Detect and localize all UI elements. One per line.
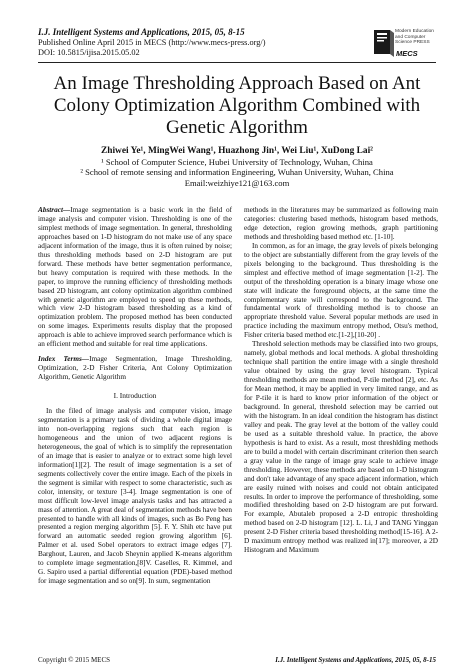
affiliation-2: ² School of remote sensing and information Engineering, Wuhan University, Wuhan, China (80, 167, 394, 178)
logo-brand: MECS (396, 49, 418, 58)
book-icon (372, 27, 396, 61)
doi: DOI: 10.5815/ijisa.2015.05.02 (38, 48, 140, 57)
author-names: Zhiwei Ye¹, MingWei Wang¹, Huazhong Jin¹, Wei Liu¹, XuDong Lai² (100, 146, 373, 156)
body-paragraph-2: In common, as for an image, the gray levels of pixels belonging to the object are substantially different from the gray levels of the pixels belonging to the background. Thus thresholding is the simplest and effective method of image segmentation [1-2]. The output of the thresholding operation is a binary image whose one state will indicate the foreground objects, at the same time the complementary state will correspond to the background. The fundamental work of thresholding method is to choose an appropriate threshold value. Several popular methods are used in practice including the maximum entropy method, Otsu's method, Fisher criteria based method etc.[1-2],[10-20] . (244, 241, 438, 340)
body-paragraph-1: methods in the literatures may be summarized as following main categories: clustering based methods, histogram based methods, edge detection, region growing methods, graph partitioning methods and thresholding based method etc. [1-10]. (244, 206, 438, 241)
index-terms-label: Index Terms— (38, 355, 90, 364)
author-block (30, 146, 444, 188)
paper-title: An Image Thresholding Approach Based on Ant Colony Optimization Algorithm Combined with Genetic Algorithm (53, 73, 421, 138)
journal-header (38, 27, 368, 59)
journal-name: I.J. Intelligent Systems and Applications, 2015, 05, 8-15 (38, 27, 245, 37)
abstract-label: Abstract— (38, 206, 71, 214)
footer-journal: I.J. Intelligent Systems and Applications, 2015, 05, 8-15 (275, 656, 436, 664)
intro-paragraph: In the filed of image analysis and computer vision, image segmentation is a primary task of dividing a whole digital image into non-overlapping regions such that each region is homogeneous and the union of two adjacent regions is heterogeneous, the goal of which is to simplify the representation of an image that is easier to analyze or to extract some high level information[1][2]. The result of image segmentation is a set of segments collectively cover the entire image. Each of the pixels in the segment is similar with respect to some characteristic, such as color, intensity, or texture [3-4]. Image segmentation is one of most difficult low-level image analysis tasks and has attracted a mass of attention. A great deal of segmentation methods have been presented to handle with all kinds of images, such as Bo Peng has presented a region merging algorithm [5]. F. Y. Shih etc have put forward an automatic seeded region growing algorithm [6]. Palmer et al. used Sobel operators to extract image edges [7]. Barghout, Lauren, and Jacob Sheynin applied K-means algorithm to complete image segmentation,[8]V. Caselles, R. Kimmel, and G. Sapiro used a partial differential equation (PDE)-based method for image segmentation and so on[9]. In sum, segmentation (38, 407, 232, 586)
header-rule (38, 62, 436, 63)
abstract-text: Image segmentation is a basic work in the field of image analysis and computer vision. Thresholding is one of the simplest methods of image segmentation. In general, thresholding approaches based on 1-D histogram do not make use of any space adjacent information of the image, thus it is often ruined by noise; thus thresholding methods based on 2-D histogram are put forward. These methods have better segmentation performance, but heavy computation is required with these methods. In the paper, to improve the running efficiency of thresholding methods based 2D histogram, ant colony optimization algorithm combined with genetic algorithm are employed to speed up these methods, which view 2-D histogram based thresholding as a kind of optimization problem. The proposed method has been conducted on some images. Experiments results display that the proposed approach is able to achieve improved search performance which is an efficient method and suitable for real time applications. (38, 206, 232, 349)
mecs-logo (372, 27, 442, 67)
right-column (244, 206, 438, 555)
section-heading-introduction: I. Introduction (113, 391, 157, 401)
left-column (38, 206, 232, 586)
body-paragraph-3: Threshold selection methods may be classified into two groups, namely, global methods and local methods. A global thresholding technique shall partition the entire image with a single threshold value obtained by using the gray level histogram. Typical thresholding methods are mean method, P-tile method [2], etc. As for Mean method, it may be applied in very limited range, and as for P-tile it is hard to know prior information of the object or background. In general, threshold selection may be carried out with the histogram. In an ideal condition the histogram has distinct valley and peak. The gray level at the bottom of the valley could be used as a suitable threshold value. In practice, the above hypothesis is hard to exist. As a result, most threshlding methods are to build a model with certain discriminant criterion then search a gray value in the range of image gray scale to achieve image thresholding. However, these methods are based on 1-D histogram and don't take advantage of any space adjacent information, which are easily ruined with noises and could not obtain anticipated results. In order to improve the performance of thresholding, some modified thresholding based on 2-D histogram are put forward. For example, Abutaleb proposed a 2-D entropic thresholding method based on 2-D histogram [12]. L. Li, J and TANG Yinggan present 2-D Fisher criteria based thresholding method[15-16]. A 2-D maximum entropy method was realized in[17]; moreover, a 2D Histogram and Maximum (244, 340, 438, 555)
footer-copyright: Copyright © 2015 MECS (38, 656, 111, 664)
affiliation-1: ¹ School of Computer Science, Hubei University of Technology, Wuhan, China (101, 156, 373, 167)
author-email: Email:weizhiye121@163.com (184, 177, 290, 188)
index-terms-text: Image Segmentation, Image Thresholding, Optimization, 2-D Fisher Criteria, Ant Colony Optimization Algorithm, Genetic Algorithm (38, 355, 232, 382)
logo-text: Modern Education and Computer Science PRESS (395, 29, 434, 46)
published-online: Published Online April 2015 in MECS (http://www.mecs-press.org/) (38, 37, 266, 47)
abstract (38, 206, 232, 349)
index-terms (38, 355, 232, 382)
